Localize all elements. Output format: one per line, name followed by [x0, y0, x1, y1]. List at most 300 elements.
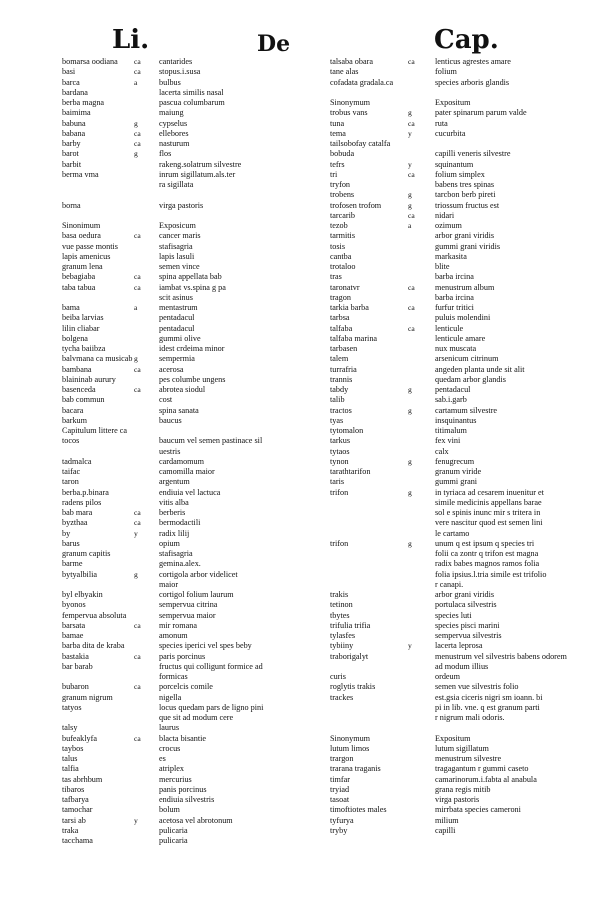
- entry-term: tocos: [62, 436, 80, 446]
- glossary-entry: [62, 98, 327, 108]
- entry-term: tbytes: [330, 610, 350, 620]
- entry-language-mark: ca: [408, 303, 415, 312]
- entry-term: fempervua absoluta: [62, 610, 127, 620]
- glossary-entry: [62, 119, 327, 129]
- entry-gloss: grana regis mitib: [435, 784, 491, 794]
- entry-language-mark: ca: [408, 210, 415, 220]
- entry-term: bar barab: [62, 661, 93, 671]
- right-column: [330, 57, 578, 836]
- entry-gloss: lenticus agrestes amare: [435, 57, 511, 66]
- entry-term: lapis amenicus: [62, 251, 111, 261]
- entry-term: bomarsa oodiana: [62, 57, 118, 66]
- entry-gloss: camarinorum.i.fabta al anabula: [435, 774, 537, 784]
- glossary-entry: [330, 682, 578, 692]
- glossary-entry: [330, 631, 578, 641]
- entry-gloss: maiung: [159, 108, 184, 118]
- entry-term: tragon: [330, 292, 351, 302]
- entry-language-mark: g: [408, 487, 412, 497]
- glossary-entry: [62, 611, 327, 621]
- entry-term: Sinonymum: [330, 733, 371, 743]
- glossary-entry: [62, 344, 327, 354]
- glossary-entry: [62, 57, 327, 67]
- glossary-entry: [330, 795, 578, 805]
- entry-term: trarana traganis: [330, 764, 381, 774]
- glossary-entry: [330, 508, 578, 518]
- entry-gloss: mirrbata species cameroni: [435, 805, 521, 815]
- entry-gloss: gummi olive: [159, 333, 201, 343]
- entry-gloss: endiuia vel lactuca: [159, 487, 221, 497]
- entry-term: berba magna: [62, 98, 105, 107]
- entry-gloss: ordeum: [435, 672, 461, 681]
- entry-language-mark: g: [134, 354, 138, 364]
- entry-term: trifon: [330, 538, 349, 548]
- glossary-entry: [330, 559, 578, 569]
- entry-gloss: rakeng.solatrum silvestre: [159, 159, 242, 169]
- glossary-entry: [62, 262, 327, 272]
- entry-term: tosis: [330, 241, 346, 251]
- glossary-entry: [330, 539, 578, 549]
- glossary-entry: [62, 621, 327, 631]
- entry-gloss: atriplex: [159, 764, 185, 774]
- glossary-entry: [62, 539, 327, 549]
- glossary-entry: [62, 580, 327, 590]
- entry-term: roglytis trakis: [330, 682, 376, 692]
- entry-gloss: Expositum: [435, 98, 471, 107]
- entry-language-mark: ca: [134, 518, 141, 528]
- glossary-entry: [62, 242, 327, 252]
- entry-gloss: acetosa vel abrotonum: [159, 815, 233, 825]
- glossary-entry: [62, 436, 327, 446]
- glossary-entry: [330, 529, 578, 539]
- glossary-entry: [330, 375, 578, 385]
- glossary-entry: [330, 231, 578, 241]
- entry-gloss: maior: [159, 579, 179, 589]
- glossary-entry: [330, 354, 578, 364]
- glossary-entry: [62, 559, 327, 569]
- glossary-entry: [62, 662, 327, 672]
- entry-term: balvmana ca musicab: [62, 354, 133, 364]
- glossary-entry: [62, 283, 327, 293]
- entry-gloss: quedam arbor glandis: [435, 374, 506, 384]
- entry-gloss: vere nascitur quod est semen lini: [435, 518, 543, 528]
- entry-term: tema: [330, 128, 346, 138]
- entry-term: basi: [62, 67, 76, 77]
- entry-term: taris: [330, 477, 345, 487]
- entry-gloss: nux muscata: [435, 344, 477, 353]
- entry-gloss: stopus.i.susa: [159, 67, 201, 77]
- entry-term: barus: [62, 538, 80, 548]
- glossary-entry: [330, 457, 578, 467]
- entry-gloss: que sit ad modum cere: [159, 713, 234, 722]
- entry-term: by: [62, 528, 71, 538]
- entry-gloss: pentadacul: [159, 323, 195, 333]
- entry-term: tylasfes: [330, 631, 356, 640]
- entry-term: barot: [62, 149, 79, 159]
- entry-gloss: stafisagria: [159, 549, 193, 558]
- glossary-entry: [330, 641, 578, 651]
- entry-language-mark: g: [134, 118, 138, 128]
- entry-gloss: panis porcinus: [159, 784, 207, 794]
- entry-gloss: radix lilij: [159, 528, 190, 538]
- entry-gloss: gemina.alex.: [159, 559, 201, 569]
- entry-gloss: stafisagria: [159, 241, 193, 251]
- glossary-entry: [62, 252, 327, 262]
- glossary-entry: [330, 672, 578, 682]
- entry-gloss: cortigol folium laurum: [159, 590, 234, 599]
- glossary-entry: [330, 570, 578, 580]
- entry-gloss: acerosa: [159, 364, 184, 374]
- glossary-entry: [62, 457, 327, 467]
- entry-term: barbit: [62, 159, 82, 169]
- glossary-entry: [62, 600, 327, 610]
- entry-term: tafbarya: [62, 795, 89, 804]
- entry-gloss: est.gsia ciceris nigri sm ioann. bi: [435, 692, 543, 702]
- entry-term: talsy: [62, 723, 78, 733]
- glossary-entry: [330, 426, 578, 436]
- entry-gloss: le cartamo: [435, 528, 470, 538]
- glossary-entry: [330, 436, 578, 446]
- glossary-entry: [330, 293, 578, 303]
- glossary-entry: [62, 682, 327, 692]
- entry-term: byl elbyakin: [62, 590, 103, 599]
- entry-language-mark: g: [408, 456, 412, 466]
- entry-language-mark: ca: [408, 282, 415, 292]
- glossary-entry: [330, 406, 578, 416]
- entry-language-mark: g: [408, 108, 412, 118]
- glossary-entry: [330, 764, 578, 774]
- entry-gloss: amonum: [159, 631, 188, 640]
- entry-gloss: semen vue silvestris folio: [435, 682, 519, 692]
- glossary-entry: [330, 703, 578, 713]
- entry-term: byzthaa: [62, 518, 88, 528]
- glossary-entry: [330, 324, 578, 334]
- glossary-entry: [330, 190, 578, 200]
- entry-term: talsaba obara: [330, 57, 373, 66]
- entry-term: tamochar: [62, 805, 93, 815]
- entry-language-mark: ca: [408, 169, 415, 179]
- glossary-entry: [330, 303, 578, 313]
- glossary-entry: [62, 713, 327, 723]
- entry-term: blaininab aurury: [62, 374, 116, 384]
- entry-gloss: in tyriaca ad cesarem inuenitur et: [435, 487, 544, 497]
- entry-gloss: vitis alba: [159, 497, 189, 507]
- entry-language-mark: ca: [134, 231, 141, 241]
- entry-term: beiba larvias: [62, 313, 104, 323]
- entry-term: tasoat: [330, 795, 350, 804]
- entry-term: curis: [330, 672, 346, 681]
- entry-gloss: sol e spinis inunc mir s tritera in: [435, 508, 541, 517]
- entry-term: trifulia trifia: [330, 620, 371, 630]
- entry-gloss: lacerta similis nasal: [159, 87, 224, 97]
- glossary-entry: [62, 211, 327, 232]
- entry-gloss: crocus: [159, 743, 181, 753]
- glossary-entry: [330, 108, 578, 118]
- entry-gloss: mentastrum: [159, 303, 198, 312]
- entry-term: basa oedura: [62, 231, 101, 241]
- glossary-entry: [62, 693, 327, 703]
- entry-gloss: species iperici vel spes beby: [159, 641, 252, 651]
- entry-term: cofadata gradala.ca: [330, 77, 394, 87]
- entry-gloss: granum viride: [435, 467, 482, 476]
- entry-gloss: laurus: [159, 723, 180, 733]
- entry-term: radens pilos: [62, 497, 102, 507]
- entry-term: bambana: [62, 364, 92, 374]
- glossary-entry: [62, 149, 327, 159]
- glossary-entry: [62, 416, 327, 426]
- glossary-entry: [62, 477, 327, 487]
- entry-gloss: sab.i.garb: [435, 395, 467, 405]
- entry-term: tyas: [330, 415, 344, 425]
- entry-gloss: sempervua silvestris: [435, 631, 502, 640]
- entry-gloss: inrum sigillatum.als.ter: [159, 169, 236, 179]
- entry-gloss: cortigola arbor videlicet: [159, 569, 238, 579]
- entry-term: granum capitis: [62, 549, 111, 558]
- entry-gloss: cost: [159, 395, 173, 405]
- entry-term: Sinonymum: [330, 98, 371, 107]
- entry-term: tefrs: [330, 159, 345, 169]
- glossary-entry: [330, 652, 578, 662]
- entry-language-mark: ca: [134, 364, 141, 374]
- entry-gloss: cypselus: [159, 118, 188, 128]
- glossary-entry: [62, 488, 327, 498]
- entry-term: berba.p.binara: [62, 487, 109, 497]
- entry-gloss: furfur tritici: [435, 303, 474, 312]
- glossary-entry: [62, 180, 327, 190]
- glossary-entry: [330, 170, 578, 180]
- glossary-entry: [62, 641, 327, 651]
- glossary-entry: [62, 570, 327, 580]
- entry-term: berma vma: [62, 169, 99, 179]
- glossary-entry: [330, 611, 578, 621]
- entry-term: tezob: [330, 221, 348, 230]
- glossary-entry: [330, 88, 578, 109]
- entry-term: tri: [330, 169, 338, 179]
- glossary-entry: [330, 816, 578, 826]
- entry-gloss: sempermia: [159, 354, 195, 364]
- glossary-entry: [330, 785, 578, 795]
- entry-language-mark: g: [134, 149, 138, 159]
- glossary-entry: [62, 498, 327, 508]
- glossary-entry: [62, 744, 327, 754]
- entry-term: lutum limos: [330, 743, 370, 753]
- entry-term: bab mara: [62, 508, 93, 517]
- entry-gloss: lutum sigillatum: [435, 743, 489, 753]
- glossary-entry: [62, 88, 327, 98]
- entry-term: barby: [62, 139, 81, 148]
- entry-gloss: unum q est ipsum q species tri: [435, 538, 535, 548]
- glossary-entry: [62, 293, 327, 303]
- glossary-entry: [62, 734, 327, 744]
- entry-gloss: angeden planta unde sit alit: [435, 364, 525, 374]
- glossary-entry: [62, 723, 327, 733]
- entry-language-mark: g: [408, 385, 412, 394]
- entry-term: trotaloo: [330, 262, 356, 271]
- glossary-entry: [62, 375, 327, 385]
- entry-term: tarsi ab: [62, 815, 86, 825]
- entry-term: trakis: [330, 590, 349, 599]
- entry-language-mark: ca: [408, 57, 415, 66]
- glossary-entry: [62, 795, 327, 805]
- glossary-entry: [62, 67, 327, 77]
- glossary-entry: [62, 549, 327, 559]
- entry-gloss: abrotea siodul: [159, 385, 206, 394]
- entry-term: Sinonimum: [62, 221, 101, 230]
- glossary-entry: [330, 252, 578, 262]
- glossary-entry: [330, 67, 578, 77]
- entry-gloss: squinantum: [435, 159, 474, 169]
- entry-gloss: spina sanata: [159, 405, 199, 415]
- entry-gloss: ra sigillata: [159, 180, 194, 189]
- entry-term: tetinon: [330, 600, 353, 610]
- glossary-entry: [330, 283, 578, 293]
- entry-term: basenceda: [62, 385, 96, 394]
- glossary-entry: [330, 775, 578, 785]
- entry-gloss: lapis lasuli: [159, 251, 195, 261]
- entry-term: tailsobofay catalfa: [330, 139, 391, 148]
- entry-gloss: fenugrecum: [435, 456, 475, 466]
- glossary-entry: [62, 313, 327, 323]
- entry-language-mark: ca: [134, 682, 141, 692]
- entry-language-mark: ca: [134, 508, 141, 517]
- entry-gloss: sempervua citrina: [159, 600, 218, 610]
- entry-gloss: Expositum: [435, 733, 471, 743]
- glossary-entry: [62, 467, 327, 477]
- entry-gloss: r nigrum mali odoris.: [435, 713, 505, 722]
- glossary-entry: [330, 221, 578, 231]
- entry-gloss: puluis molendini: [435, 313, 491, 323]
- glossary-entry: [62, 447, 327, 457]
- glossary-entry: [62, 395, 327, 405]
- glossary-entry: [330, 549, 578, 559]
- entry-term: barca: [62, 77, 80, 87]
- entry-term: trobus vans: [330, 108, 368, 118]
- entry-gloss: ad modum illius: [435, 661, 489, 671]
- glossary-entry: [62, 108, 327, 118]
- entry-gloss: scit asinus: [159, 292, 193, 302]
- entry-term: tybiiny: [330, 641, 354, 651]
- entry-language-mark: a: [134, 77, 138, 87]
- entry-gloss: pi in lib. vne. q est granum parti: [435, 702, 540, 712]
- entry-gloss: species pisci marini: [435, 620, 500, 630]
- entry-gloss: pes columbe ungens: [159, 374, 226, 384]
- running-head-right: Cap.: [434, 25, 499, 55]
- entry-gloss: simile medicinis appellans barae: [435, 497, 542, 507]
- entry-language-mark: ca: [408, 118, 415, 128]
- entry-term: tytaos: [330, 446, 350, 456]
- entry-term: barba dita de kraba: [62, 641, 125, 651]
- glossary-entry: [62, 303, 327, 313]
- entry-gloss: fex vini: [435, 436, 461, 446]
- entry-gloss: folia ipsius.l.tria simile est trifolio: [435, 569, 547, 579]
- glossary-entry: [330, 344, 578, 354]
- entry-gloss: baucum vel semen pastinace sil: [159, 436, 263, 446]
- glossary-entry: [62, 764, 327, 774]
- entry-term: bobuda: [330, 149, 355, 159]
- entry-language-mark: ca: [134, 128, 141, 138]
- glossary-entry: [330, 693, 578, 703]
- entry-gloss: calx: [435, 446, 449, 456]
- entry-term: taybos: [62, 743, 84, 753]
- entry-term: barsata: [62, 620, 86, 630]
- entry-term: cantba: [330, 251, 352, 261]
- entry-term: byonos: [62, 600, 86, 610]
- glossary-entry: [330, 518, 578, 528]
- glossary-entry: [62, 703, 327, 713]
- entry-gloss: r canapi.: [435, 579, 464, 589]
- glossary-entry: [62, 334, 327, 344]
- entry-gloss: pulicaria: [159, 825, 188, 835]
- glossary-entry: [330, 488, 578, 498]
- entry-gloss: ellebores: [159, 128, 189, 138]
- glossary-entry: [330, 180, 578, 190]
- glossary-entry: [62, 775, 327, 785]
- entry-gloss: bolum: [159, 805, 180, 815]
- entry-gloss: arbor grani viridis: [435, 590, 495, 599]
- entry-term: bufeaklyfa: [62, 733, 98, 743]
- entry-gloss: markasita: [435, 251, 467, 261]
- glossary-entry: [330, 744, 578, 754]
- entry-term: timoftiotes males: [330, 805, 387, 815]
- entry-term: tryiad: [330, 784, 350, 794]
- entry-gloss: bermodactili: [159, 518, 201, 528]
- entry-language-mark: a: [408, 221, 412, 230]
- entry-term: trifon: [330, 487, 349, 497]
- entry-gloss: argentum: [159, 477, 190, 487]
- entry-language-mark: ca: [134, 651, 141, 661]
- entry-gloss: nasturum: [159, 139, 190, 148]
- entry-term: tryfon: [330, 180, 351, 189]
- glossary-entry: [62, 129, 327, 139]
- glossary-entry: [62, 139, 327, 149]
- glossary-entry: [330, 498, 578, 508]
- entry-gloss: lenticule amare: [435, 333, 486, 343]
- entry-language-mark: g: [134, 569, 138, 579]
- entry-term: tas abrhbum: [62, 774, 103, 784]
- glossary-entry: [62, 590, 327, 600]
- entry-term: tyfurya: [330, 815, 354, 825]
- entry-term: borna: [62, 200, 81, 210]
- entry-gloss: cartamum silvestre: [435, 405, 498, 415]
- entry-gloss: virga pastoris: [435, 795, 480, 804]
- entry-term: bama: [62, 303, 80, 312]
- glossary-entry: [62, 785, 327, 795]
- entry-term: trackes: [330, 692, 354, 702]
- entry-term: talfaba: [330, 323, 353, 333]
- entry-gloss: triossum fructus est: [435, 200, 500, 210]
- entry-gloss: menustrum vel silvestris babens odorem: [435, 651, 567, 661]
- entry-gloss: cucurbita: [435, 128, 466, 138]
- glossary-entry: [62, 672, 327, 682]
- entry-gloss: bulbus: [159, 77, 181, 87]
- entry-term: traborigalyt: [330, 651, 369, 661]
- entry-gloss: milium: [435, 815, 459, 825]
- entry-gloss: folii ca zontr q trifon est magna: [435, 549, 539, 558]
- entry-term: talib: [330, 395, 345, 405]
- glossary-entry: [62, 826, 327, 836]
- glossary-entry: [62, 805, 327, 815]
- entry-term: tryby: [330, 825, 348, 835]
- glossary-entry: [330, 590, 578, 600]
- entry-gloss: pascua columbarum: [159, 98, 225, 107]
- entry-term: tras: [330, 272, 342, 282]
- entry-language-mark: a: [134, 303, 138, 312]
- entry-term: taifac: [62, 467, 81, 476]
- entry-gloss: flos: [159, 149, 172, 159]
- entry-term: lilin cliabar: [62, 323, 100, 333]
- entry-gloss: lenticule: [435, 323, 464, 333]
- entry-gloss: idest crdeima minor: [159, 344, 225, 353]
- entry-term: granum lena: [62, 262, 103, 271]
